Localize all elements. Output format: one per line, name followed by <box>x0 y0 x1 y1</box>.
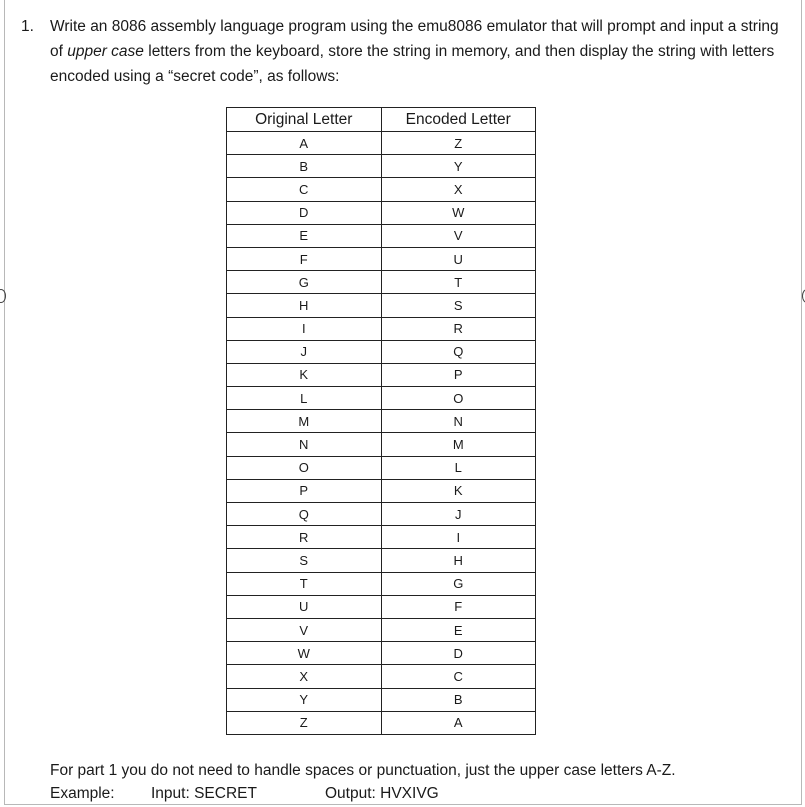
encoded-letter-cell: Z <box>381 132 536 155</box>
original-letter-cell: F <box>227 247 382 270</box>
table-row <box>227 479 536 502</box>
encoded-letter-cell: N <box>381 410 536 433</box>
table-row <box>227 526 536 549</box>
table-row <box>227 711 536 734</box>
question-text-emphasis: upper case <box>67 43 144 60</box>
encoded-letter-cell: F <box>381 595 536 618</box>
header-encoded-letter: Encoded Letter <box>381 108 536 132</box>
original-letter-cell: K <box>227 363 382 386</box>
original-letter-cell: Z <box>227 711 382 734</box>
encoded-letter-cell: K <box>381 479 536 502</box>
example-output: Output: HVXIVG <box>325 785 439 802</box>
question-text-part1: Write an 8086 assembly language program using the emu8086 emulator that will prompt and input a string of <box>50 18 779 60</box>
part1-note: For part 1 you do not need to handle spaces or punctuation, just the upper case letters A-Z. <box>50 762 676 779</box>
table-row <box>227 665 536 688</box>
table-row <box>227 294 536 317</box>
original-letter-cell: P <box>227 479 382 502</box>
original-letter-cell: S <box>227 549 382 572</box>
table-row <box>227 132 536 155</box>
encoded-letter-cell: C <box>381 665 536 688</box>
secret-code-table <box>226 107 536 735</box>
table-row <box>227 456 536 479</box>
table-row <box>227 247 536 270</box>
table-row <box>227 595 536 618</box>
original-letter-cell: C <box>227 178 382 201</box>
original-letter-cell: M <box>227 410 382 433</box>
encoded-letter-cell: J <box>381 503 536 526</box>
question-text <box>50 14 795 89</box>
original-letter-cell: I <box>227 317 382 340</box>
original-letter-cell: O <box>227 456 382 479</box>
encoded-letter-cell: X <box>381 178 536 201</box>
table-row <box>227 433 536 456</box>
original-letter-cell: R <box>227 526 382 549</box>
encoded-letter-cell: A <box>381 711 536 734</box>
question-number: 1. <box>21 18 34 35</box>
table-row <box>227 618 536 641</box>
encoded-letter-cell: W <box>381 201 536 224</box>
encoded-letter-cell: V <box>381 224 536 247</box>
encoded-letter-cell: H <box>381 549 536 572</box>
original-letter-cell: V <box>227 618 382 641</box>
encoded-letter-cell: Y <box>381 155 536 178</box>
original-letter-cell: A <box>227 132 382 155</box>
encoded-letter-cell: I <box>381 526 536 549</box>
encoded-letter-cell: E <box>381 618 536 641</box>
encoded-letter-cell: U <box>381 247 536 270</box>
encoded-letter-cell: S <box>381 294 536 317</box>
original-letter-cell: Y <box>227 688 382 711</box>
encoded-letter-cell: R <box>381 317 536 340</box>
original-letter-cell: W <box>227 642 382 665</box>
encoded-letter-cell: Q <box>381 340 536 363</box>
table-row <box>227 271 536 294</box>
original-letter-cell: X <box>227 665 382 688</box>
original-letter-cell: H <box>227 294 382 317</box>
encoded-letter-cell: G <box>381 572 536 595</box>
encoded-letter-cell: M <box>381 433 536 456</box>
original-letter-cell: U <box>227 595 382 618</box>
table-row <box>227 572 536 595</box>
encoded-letter-cell: B <box>381 688 536 711</box>
original-letter-cell: G <box>227 271 382 294</box>
original-letter-cell: N <box>227 433 382 456</box>
table-row <box>227 642 536 665</box>
encoded-letter-cell: P <box>381 363 536 386</box>
table-row <box>227 410 536 433</box>
table-row <box>227 317 536 340</box>
encoded-letter-cell: T <box>381 271 536 294</box>
header-original-letter: Original Letter <box>227 108 382 132</box>
question-text-part2: letters from the keyboard, store the string in memory, and then display the string with letters encoded using a “secret code”, as follows: <box>50 43 775 85</box>
example-input: Input: SECRET <box>151 785 257 802</box>
original-letter-cell: L <box>227 387 382 410</box>
encoded-letter-cell: L <box>381 456 536 479</box>
original-letter-cell: T <box>227 572 382 595</box>
original-letter-cell: D <box>227 201 382 224</box>
original-letter-cell: B <box>227 155 382 178</box>
table-row <box>227 688 536 711</box>
table-row <box>227 340 536 363</box>
table-row <box>227 224 536 247</box>
original-letter-cell: J <box>227 340 382 363</box>
table-body <box>227 132 536 735</box>
original-letter-cell: E <box>227 224 382 247</box>
table-row <box>227 549 536 572</box>
example-label: Example: <box>50 785 115 802</box>
original-letter-cell: Q <box>227 503 382 526</box>
table-row <box>227 155 536 178</box>
table-row <box>227 178 536 201</box>
table-row <box>227 387 536 410</box>
encoded-letter-cell: D <box>381 642 536 665</box>
table-row <box>227 363 536 386</box>
table-row <box>227 503 536 526</box>
encoded-letter-cell: O <box>381 387 536 410</box>
table-row <box>227 201 536 224</box>
table-header-row <box>227 108 536 132</box>
